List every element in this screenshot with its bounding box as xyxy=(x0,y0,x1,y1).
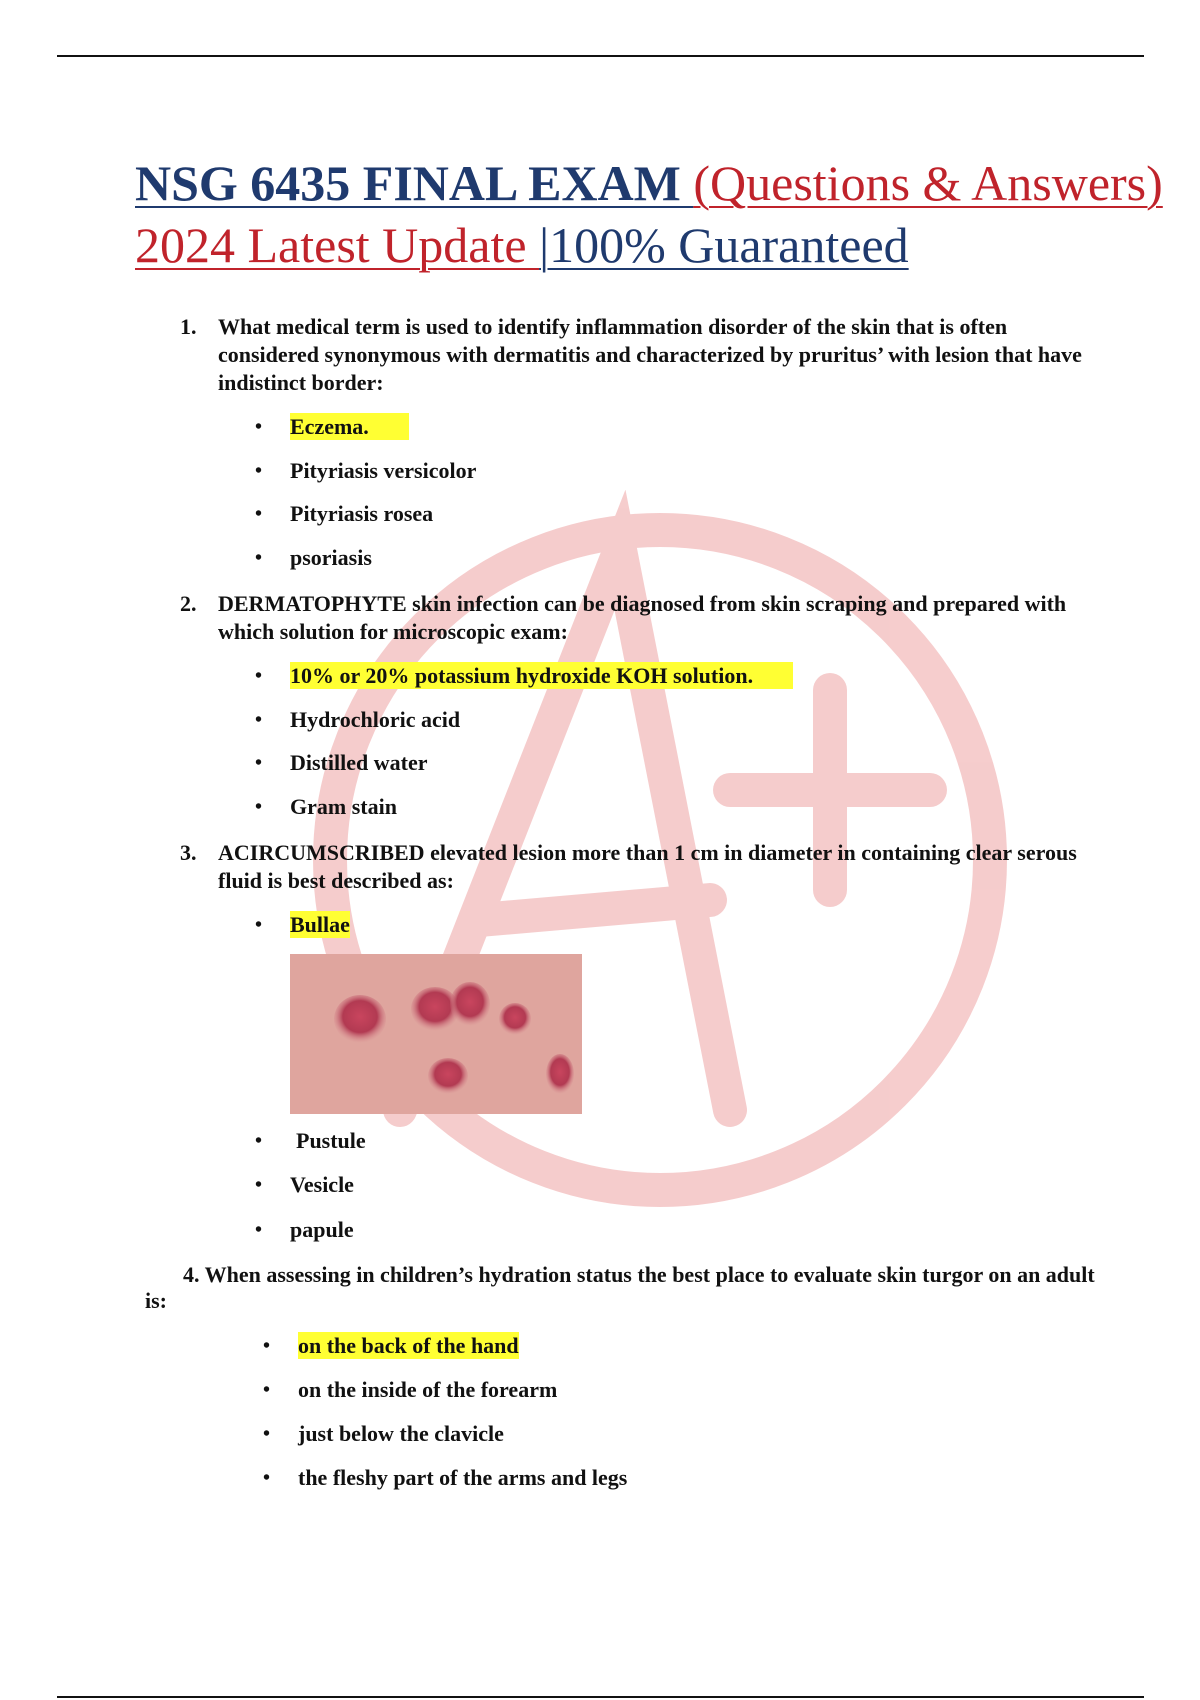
question-number: 1. xyxy=(180,314,197,339)
bullae-skin-photo xyxy=(290,954,582,1114)
answer-option xyxy=(255,1171,354,1199)
answer-option xyxy=(255,500,434,528)
bullet-icon: • xyxy=(263,1335,271,1357)
bullet-icon: • xyxy=(255,547,263,569)
question-text: ACIRCUMSCRIBED elevated lesion more than 1 cm in diameter in containing clear serous fluid is best described as: xyxy=(218,840,1077,893)
question-3 xyxy=(180,839,1100,895)
answer-text: psoriasis xyxy=(290,545,372,570)
answer-highlight: Eczema. xyxy=(290,413,409,440)
question-text: DERMATOPHYTE skin infection can be diagnosed from skin scraping and prepared with which solution for microscopic exam: xyxy=(218,591,1067,644)
bullet-icon: • xyxy=(255,1174,263,1196)
question-text: When assessing in children’s hydration status the best place to evaluate skin turgor on an adult is: xyxy=(145,1262,1095,1313)
answer-highlight: 10% or 20% potassium hydroxide KOH solution. xyxy=(290,662,793,689)
answer-option xyxy=(255,749,428,777)
title-update: 2024 Latest Update xyxy=(135,217,540,273)
answer-option-correct xyxy=(255,413,409,441)
bullet-icon: • xyxy=(255,1219,263,1241)
answer-highlight: on the back of the hand xyxy=(298,1333,519,1358)
answer-text: Distilled water xyxy=(290,750,428,775)
answer-option-correct xyxy=(255,662,793,690)
bullet-icon: • xyxy=(255,503,263,525)
answer-option xyxy=(263,1464,628,1492)
answer-text: the fleshy part of the arms and legs xyxy=(298,1465,628,1490)
bullet-icon: • xyxy=(263,1379,271,1401)
bullet-icon: • xyxy=(255,914,263,936)
answer-text: Hydrochloric acid xyxy=(290,707,461,732)
question-number: 3. xyxy=(180,840,197,865)
question-4 xyxy=(145,1262,1105,1314)
answer-option xyxy=(263,1376,558,1404)
question-1 xyxy=(180,313,1100,397)
answer-text: on the inside of the forearm xyxy=(298,1377,558,1402)
answer-option xyxy=(263,1420,504,1448)
bullet-icon: • xyxy=(255,796,263,818)
question-2 xyxy=(180,590,1100,646)
bullet-icon: • xyxy=(255,665,263,687)
answer-option xyxy=(255,1216,354,1244)
bullet-icon: • xyxy=(255,416,263,438)
answer-text: just below the clavicle xyxy=(298,1421,504,1446)
bullet-icon: • xyxy=(255,1130,263,1152)
question-number: 2. xyxy=(180,591,197,616)
answer-option xyxy=(255,793,397,821)
bullet-icon: • xyxy=(263,1423,271,1445)
bullet-icon: • xyxy=(263,1467,271,1489)
answer-highlight: Bullae xyxy=(290,912,350,937)
bullet-icon: • xyxy=(255,752,263,774)
title-guarantee: |100% Guaranteed xyxy=(539,217,909,273)
bottom-rule xyxy=(57,1696,1144,1698)
top-rule xyxy=(57,55,1144,57)
answer-text: Pityriasis versicolor xyxy=(290,458,477,483)
answer-text: Pustule xyxy=(296,1128,366,1153)
bullet-icon: • xyxy=(255,709,263,731)
answer-option-correct xyxy=(263,1332,519,1360)
document-title xyxy=(135,152,1195,276)
question-number: 4. xyxy=(183,1262,200,1287)
question-text: What medical term is used to identify inflammation disorder of the skin that is often considered synonymous with dermatitis and characterized by pruritus’ with lesion that have indistinct border: xyxy=(218,314,1082,395)
answer-text: papule xyxy=(290,1217,354,1242)
answer-text: Gram stain xyxy=(290,794,397,819)
answer-option-correct xyxy=(255,911,350,939)
answer-option xyxy=(255,1127,366,1155)
answer-option xyxy=(255,457,477,485)
title-qa: (Questions & Answers) xyxy=(693,155,1163,211)
bullet-icon: • xyxy=(255,460,263,482)
answer-option xyxy=(255,544,372,572)
title-exam-name: NSG 6435 FINAL EXAM xyxy=(135,155,694,211)
answer-text: Pityriasis rosea xyxy=(290,501,434,526)
answer-option xyxy=(255,706,461,734)
answer-text: Vesicle xyxy=(290,1172,354,1197)
